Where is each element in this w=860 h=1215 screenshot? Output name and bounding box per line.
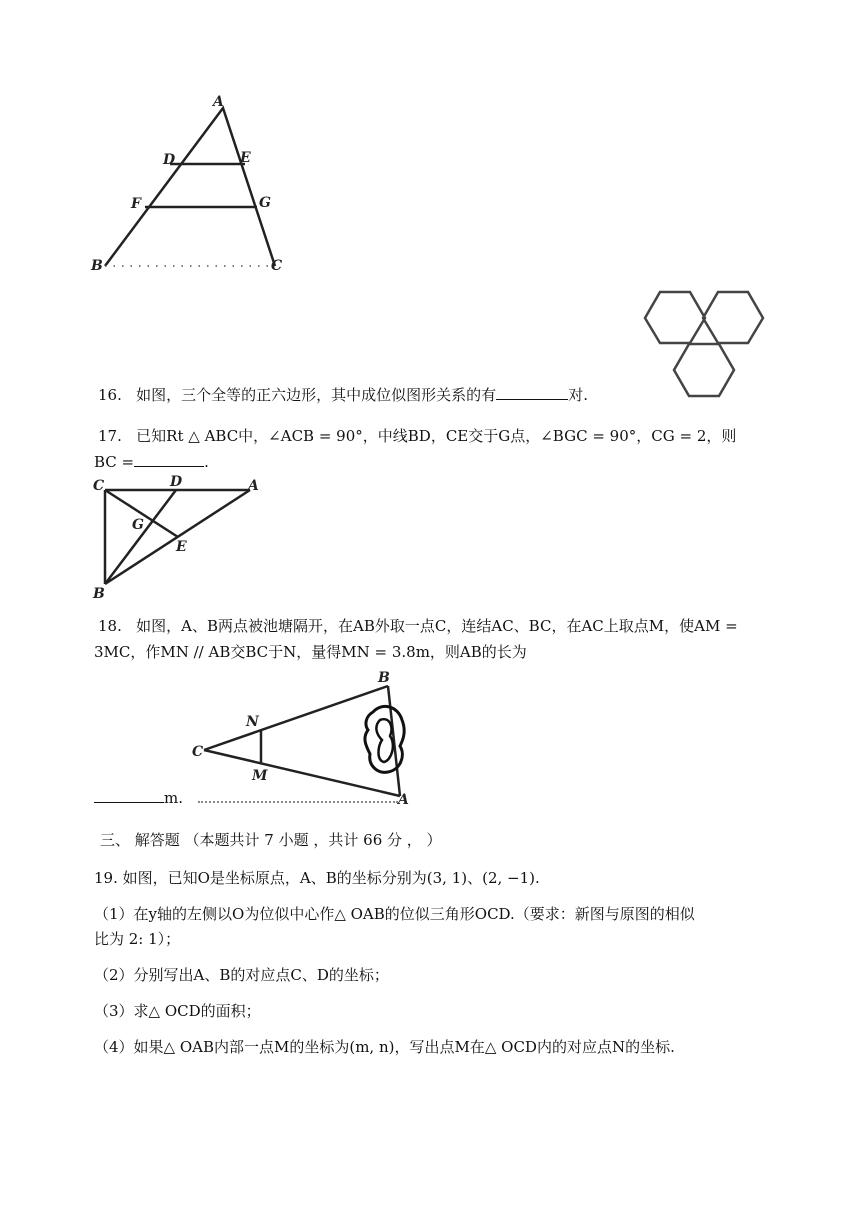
q16-tail: 对. xyxy=(568,386,588,404)
q19-p1a-text: （1）在y轴的左侧以O为位似中心作△ OAB的位似三角形OCD.（要求：新图与原图的相似 xyxy=(94,905,695,923)
q17-figure xyxy=(88,470,268,602)
q19-p4 xyxy=(94,1037,675,1057)
q18-line3 xyxy=(94,788,183,808)
q18-text2: 3MC，作MN // AB交BC于N，量得MN = 3.8m，则AB的长为 xyxy=(94,643,527,661)
q18-line2 xyxy=(94,642,527,662)
q19-p1a xyxy=(94,904,695,924)
q16-text: 如图，三个全等的正六边形，其中成位似图形关系的有 xyxy=(136,386,497,404)
q17-answer-blank[interactable] xyxy=(134,452,204,467)
q17-label-E: E xyxy=(176,539,187,555)
q18-label-N: N xyxy=(246,714,259,730)
label-C: C xyxy=(271,258,283,274)
q17-tail: . xyxy=(204,453,209,471)
q17-text: 已知Rt △ ABC中，∠ACB = 90°，中线BD，CE交于G点，∠BGC = 90°，CG = 2，则 xyxy=(136,427,737,445)
q18-label-A: A xyxy=(398,792,409,808)
q18-line1 xyxy=(98,616,738,636)
triangle-figure xyxy=(85,92,300,274)
q17-number: 17. xyxy=(98,427,122,445)
q16 xyxy=(98,385,588,405)
q17-line2 xyxy=(94,452,209,472)
q16-answer-blank[interactable] xyxy=(496,385,568,400)
q17-label-C: C xyxy=(93,478,105,494)
q17-line1 xyxy=(98,426,736,446)
label-D: D xyxy=(163,152,176,168)
q18-label-C: C xyxy=(192,744,204,760)
q18-figure xyxy=(190,668,425,808)
section3-text: 三、 解答题 （本题共计 7 小题 ，共计 66 分 ， ） xyxy=(100,831,442,849)
q17-label-G: G xyxy=(132,517,144,533)
q17-label-D: D xyxy=(170,474,183,490)
q19-p1b-text: 比为 2: 1）； xyxy=(94,930,181,948)
q19-p2-text: （2）分别写出A、B的对应点C、D的坐标； xyxy=(94,966,389,984)
q19-intro xyxy=(94,868,540,888)
label-A: A xyxy=(213,94,224,110)
label-F: F xyxy=(131,196,141,212)
q18-answer-blank[interactable] xyxy=(94,788,164,803)
label-E: E xyxy=(240,150,251,166)
q18-number: 18. xyxy=(98,617,122,635)
q19-p3 xyxy=(94,1001,261,1021)
hexagons-figure xyxy=(636,286,772,402)
q18-dotted-leader xyxy=(198,801,398,803)
q19-p4-text: （4）如果△ OAB内部一点M的坐标为(m, n)，写出点M在△ OCD内的对应点N的坐标. xyxy=(94,1038,675,1056)
q19-p3-text: （3）求△ OCD的面积； xyxy=(94,1002,261,1020)
label-B: B xyxy=(91,258,103,274)
q18-label-M: M xyxy=(252,768,268,784)
q18-tail: m. xyxy=(164,789,183,807)
q19-intro-text: 19. 如图，已知O是坐标原点，A、B的坐标分别为(3, 1)、(2, −1). xyxy=(94,869,540,887)
q18-label-B: B xyxy=(378,670,390,686)
q18-text1: 如图，A、B两点被池塘隔开，在AB外取一点C，连结AC、BC，在AC上取点M，使AM = xyxy=(136,617,738,635)
q16-number: 16. xyxy=(98,386,122,404)
q17-label-B: B xyxy=(93,586,105,602)
section3-header xyxy=(100,830,442,850)
q17-label-A: A xyxy=(248,478,259,494)
q17-bc: BC = xyxy=(94,453,135,471)
label-G: G xyxy=(259,195,271,211)
q19-p2 xyxy=(94,965,389,985)
q19-p1b xyxy=(94,929,180,949)
